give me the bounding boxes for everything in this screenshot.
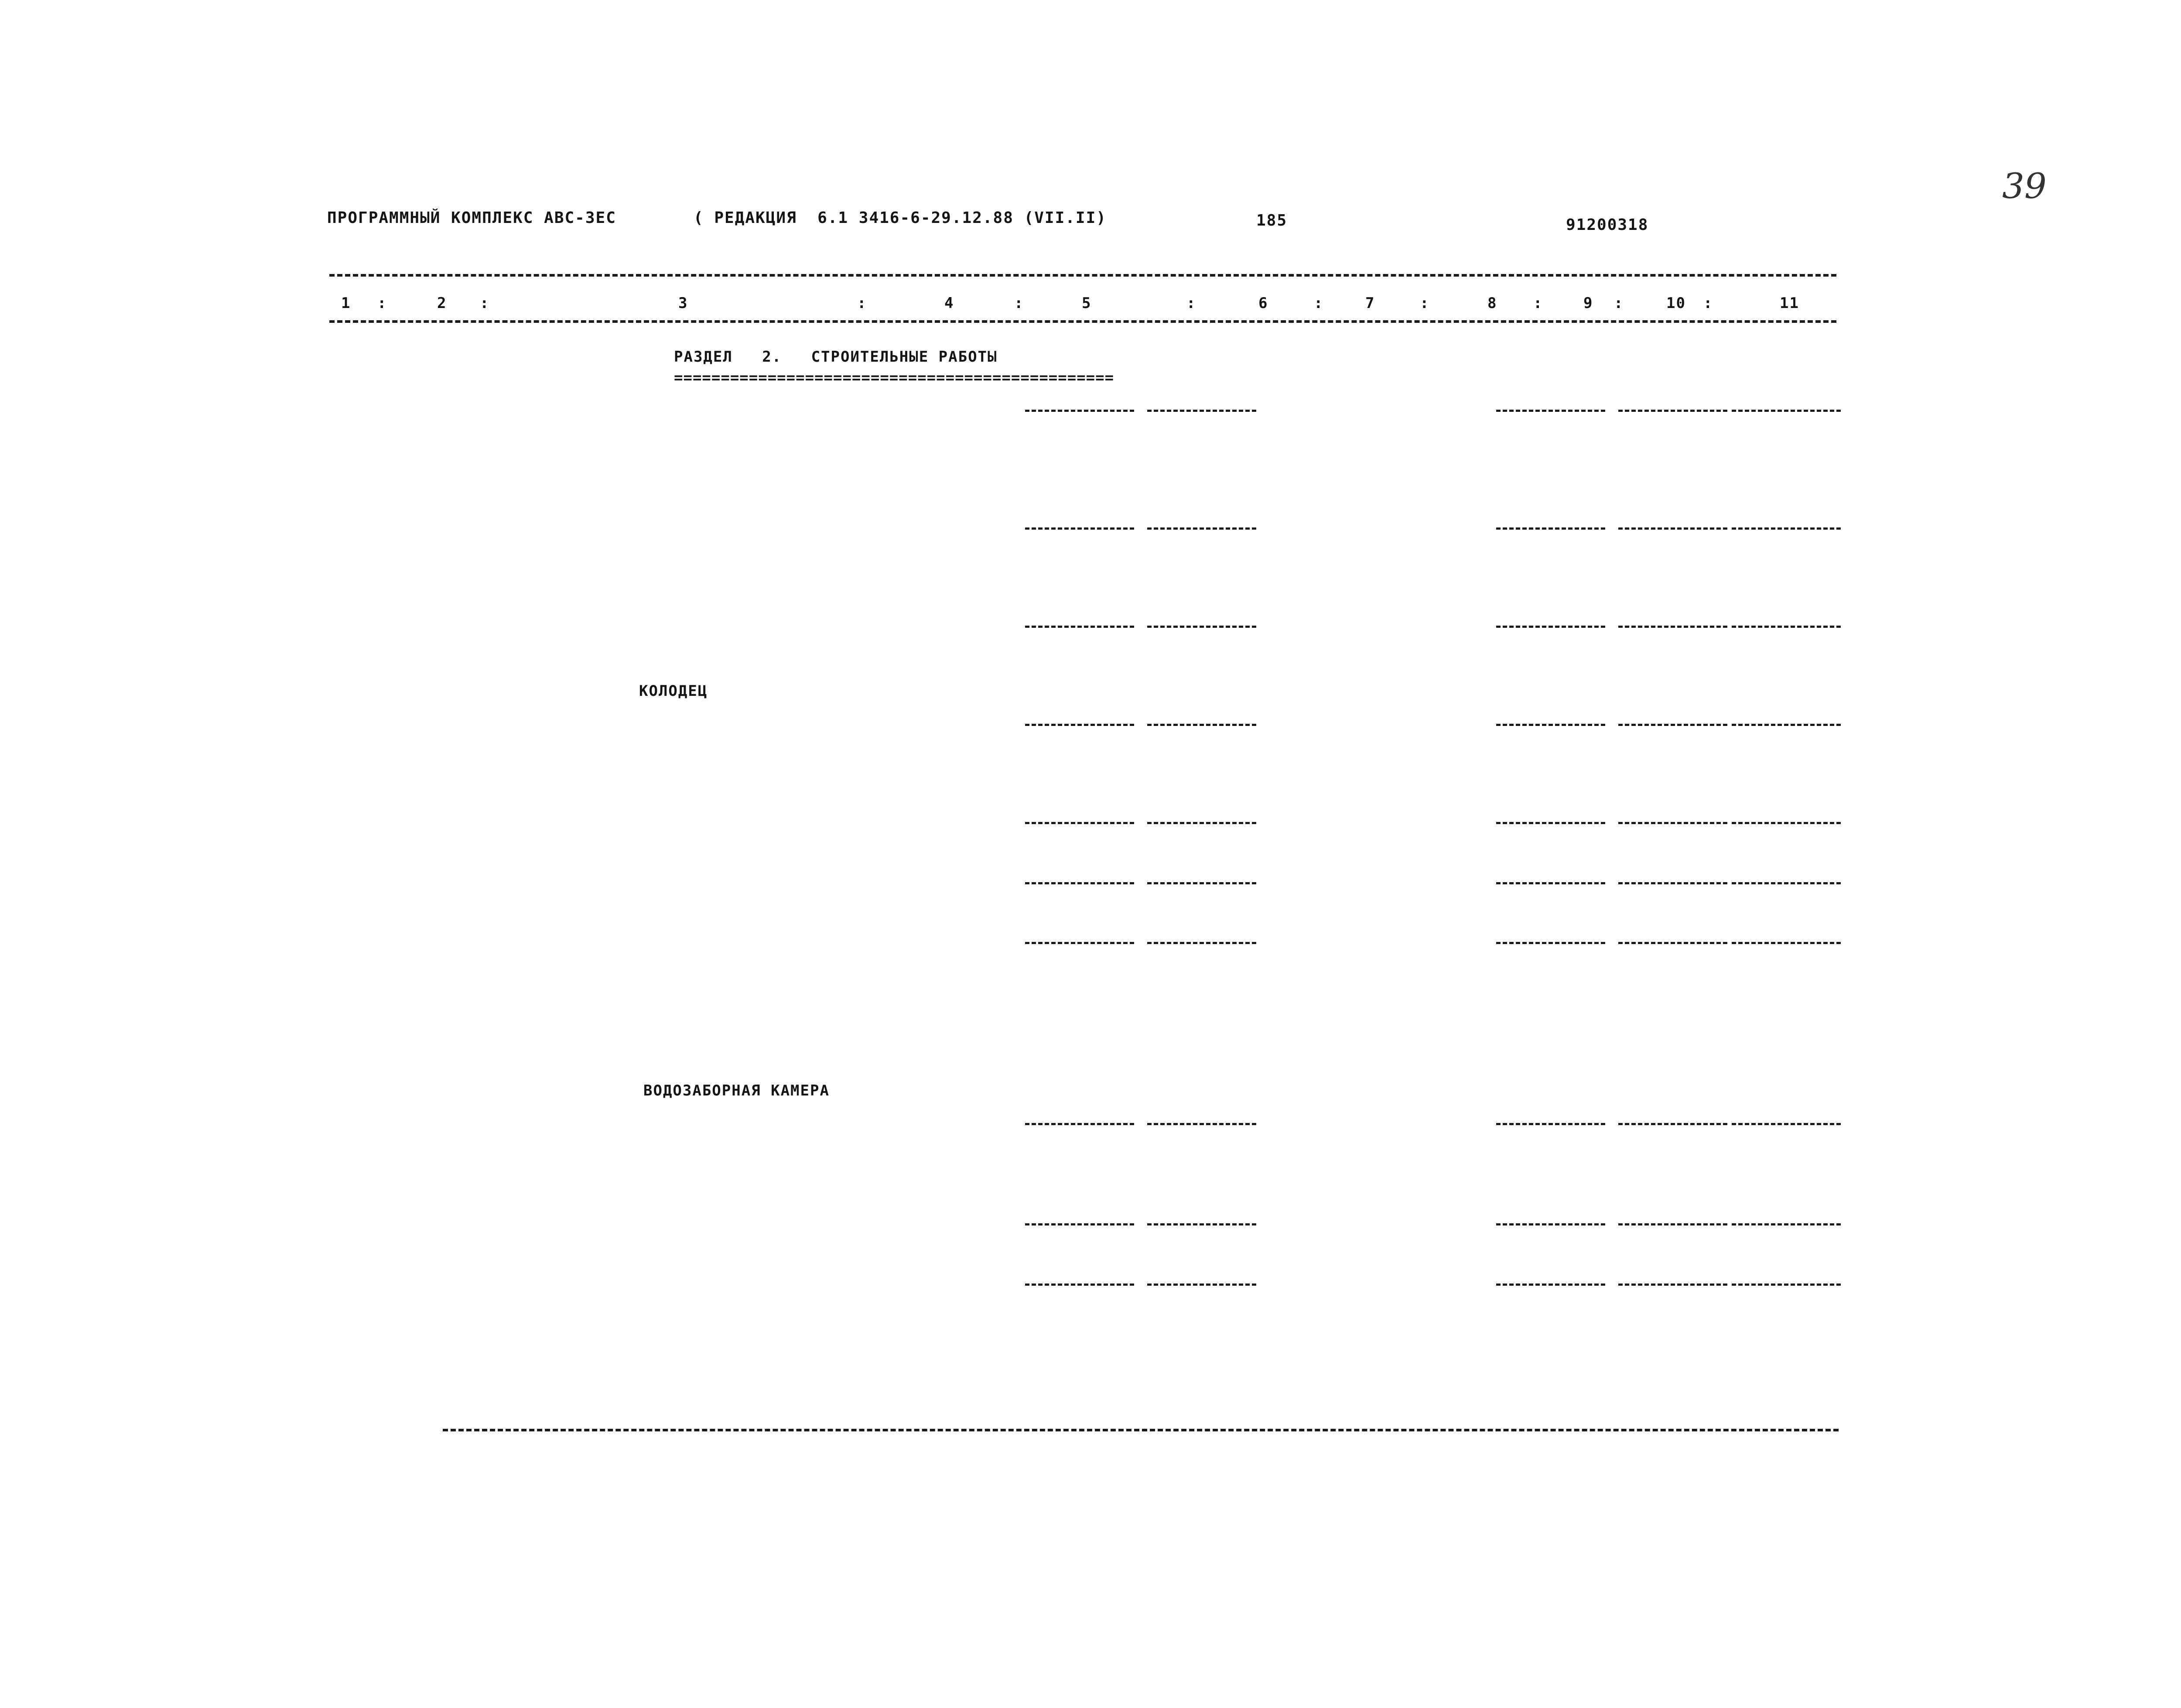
cell-divider-rule <box>1618 527 1727 530</box>
cell-divider-rule <box>1025 527 1134 530</box>
cell-divider-rule <box>1147 1123 1256 1125</box>
cell-divider-rule <box>1618 626 1727 628</box>
document-code: 91200318 <box>1566 216 1649 234</box>
cell-divider-rule <box>1732 942 1841 944</box>
edition-info: ( РЕДАКЦИЯ 6.1 3416-6-29.12.88 (VII.II) <box>694 209 1107 227</box>
column-number: 6 <box>1258 294 1268 312</box>
cell-divider-rule <box>1618 724 1727 726</box>
cell-divider-rule <box>1147 1284 1256 1286</box>
cell-divider-rule <box>1618 942 1727 944</box>
cell-divider-rule <box>1025 882 1134 884</box>
cell-divider-rule <box>1147 626 1256 628</box>
cell-divider-rule <box>1732 410 1841 412</box>
cell-divider-rule <box>1147 527 1256 530</box>
cell-divider-rule <box>1496 942 1605 944</box>
column-separator: : <box>1186 294 1196 312</box>
cell-divider-rule <box>1147 942 1256 944</box>
cell-divider-rule <box>1732 1223 1841 1225</box>
cell-divider-rule <box>1496 626 1605 628</box>
cell-divider-rule <box>1496 882 1605 884</box>
subsection-chamber: ВОДОЗАБОРНАЯ КАМЕРА <box>643 1082 830 1099</box>
column-number: 8 <box>1487 294 1497 312</box>
column-separator: : <box>1703 294 1713 312</box>
column-number: 10 <box>1666 294 1686 312</box>
handwritten-page-number: 39 <box>2002 166 2047 206</box>
section-title: РАЗДЕЛ 2. СТРОИТЕЛЬНЫЕ РАБОТЫ <box>674 348 998 366</box>
cell-divider-rule <box>1496 822 1605 824</box>
cell-divider-rule <box>1732 882 1841 884</box>
column-number: 3 <box>678 294 688 312</box>
column-separator: : <box>377 294 387 312</box>
cell-divider-rule <box>1732 527 1841 530</box>
cell-divider-rule <box>1618 1223 1727 1225</box>
cell-divider-rule <box>1025 626 1134 628</box>
cell-divider-rule <box>1618 1284 1727 1286</box>
column-number: 7 <box>1365 294 1375 312</box>
cell-divider-rule <box>1147 822 1256 824</box>
cell-divider-rule <box>1025 822 1134 824</box>
cell-divider-rule <box>1618 882 1727 884</box>
cell-divider-rule <box>1618 410 1727 412</box>
cell-divider-rule <box>1025 1223 1134 1225</box>
cell-divider-rule <box>1732 822 1841 824</box>
cell-divider-rule <box>1025 942 1134 944</box>
cell-divider-rule <box>1496 527 1605 530</box>
cell-divider-rule <box>1732 626 1841 628</box>
section-underline: =============================================== <box>674 369 1114 387</box>
cell-divider-rule <box>1732 1284 1841 1286</box>
page-number: 185 <box>1256 212 1288 229</box>
subsection-well: КОЛОДЕЦ <box>639 682 708 700</box>
column-number: 9 <box>1583 294 1593 312</box>
column-separator: : <box>480 294 490 312</box>
header-bottom-rule <box>329 320 1836 323</box>
column-number: 2 <box>437 294 447 312</box>
column-separator: : <box>1420 294 1430 312</box>
cell-divider-rule <box>1147 724 1256 726</box>
column-separator: : <box>857 294 867 312</box>
cell-divider-rule <box>1732 724 1841 726</box>
column-separator: : <box>1314 294 1324 312</box>
table-bottom-rule <box>443 1429 1839 1431</box>
column-separator: : <box>1614 294 1624 312</box>
column-number: 4 <box>944 294 954 312</box>
cell-divider-rule <box>1147 1223 1256 1225</box>
cell-divider-rule <box>1732 1123 1841 1125</box>
cell-divider-rule <box>1496 1223 1605 1225</box>
cell-divider-rule <box>1618 1123 1727 1125</box>
column-number: 1 <box>341 294 351 312</box>
column-number: 11 <box>1780 294 1799 312</box>
program-title: ПРОГРАММНЫЙ КОМПЛЕКС АВС-ЗЕС <box>327 209 616 227</box>
cell-divider-rule <box>1496 1123 1605 1125</box>
column-number: 5 <box>1082 294 1092 312</box>
cell-divider-rule <box>1147 882 1256 884</box>
cell-divider-rule <box>1025 1284 1134 1286</box>
column-separator: : <box>1533 294 1543 312</box>
cell-divider-rule <box>1147 410 1256 412</box>
column-separator: : <box>1014 294 1024 312</box>
header-top-rule <box>329 274 1836 277</box>
cell-divider-rule <box>1025 1123 1134 1125</box>
cell-divider-rule <box>1496 1284 1605 1286</box>
cell-divider-rule <box>1496 410 1605 412</box>
cell-divider-rule <box>1025 724 1134 726</box>
cell-divider-rule <box>1025 410 1134 412</box>
cell-divider-rule <box>1618 822 1727 824</box>
cell-divider-rule <box>1496 724 1605 726</box>
